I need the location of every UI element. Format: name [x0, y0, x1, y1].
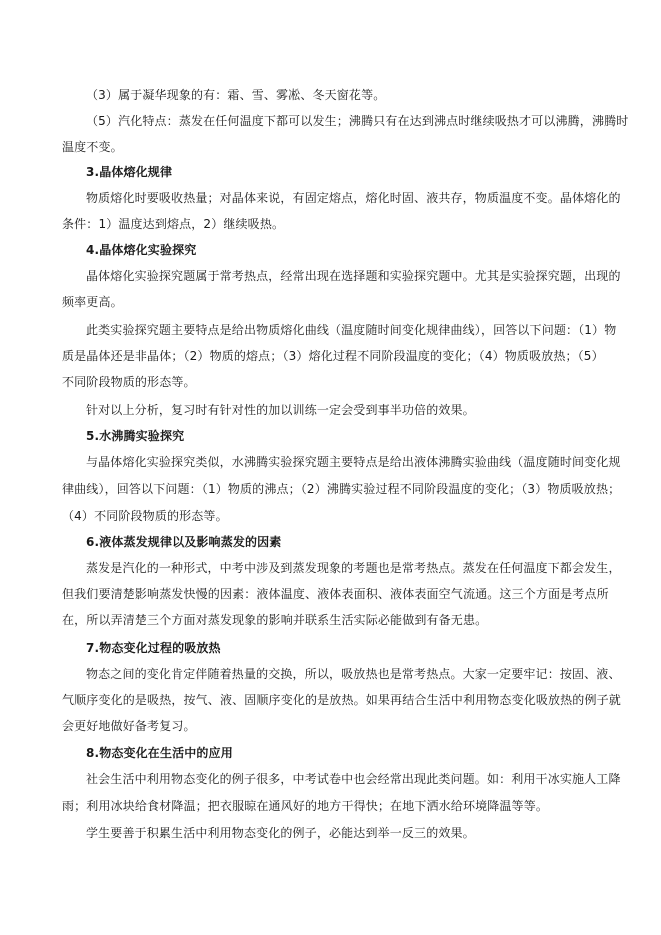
paragraph-line: （4）不同阶段物质的形态等。: [62, 509, 228, 523]
paragraph-line: 气顺序变化的是吸热，按气、液、固顺序变化的是放热。如果再结合生活中利用物态变化吸放热的例子就: [62, 693, 621, 707]
paragraph-line: 不同阶段物质的形态等。: [62, 375, 196, 389]
paragraph-line: 物质熔化时要吸收热量；对晶体来说，有固定熔点，熔化时固、液共存，物质温度不变。晶体熔化的: [86, 191, 621, 205]
paragraph-line: 雨；利用冰块给食材降温；把衣服晾在通风好的地方干得快；在地下洒水给环境降温等等。: [62, 799, 549, 813]
section-heading: 6.液体蒸发规律以及影响蒸发的因素: [86, 535, 282, 549]
paragraph-line: 学生要善于积累生活中利用物态变化的例子，必能达到举一反三的效果。: [86, 826, 475, 840]
paragraph-line: 会更好地做好备考复习。: [62, 719, 196, 733]
paragraph-line: （5）汽化特点：蒸发在任何温度下都可以发生；沸腾只有在达到沸点时继续吸热才可以沸腾，沸腾时: [86, 114, 629, 128]
paragraph-line: 与晶体熔化实验探究类似，水沸腾实验探究题主要特点是给出液体沸腾实验曲线（温度随时间变化规: [86, 455, 621, 469]
paragraph-line: 此类实验探究题主要特点是给出物质熔化曲线（温度随时间变化规律曲线），回答以下问题：（1）物: [86, 323, 617, 337]
paragraph-line: 物态之间的变化肯定伴随着热量的交换，所以，吸放热也是常考热点。大家一定要牢记：按固、液、: [86, 667, 621, 681]
paragraph-line: 晶体熔化实验探究题属于常考热点，经常出现在选择题和实验探究题中。尤其是实验探究题，出现的: [86, 269, 621, 283]
paragraph-line: （3）属于凝华现象的有：霜、雪、雾凇、冬天窗花等。: [86, 88, 386, 102]
section-heading: 7.物态变化过程的吸放热: [86, 641, 221, 655]
section-heading: 4.晶体熔化实验探究: [86, 243, 197, 257]
paragraph-line: 质是晶体还是非晶体；（2）物质的熔点；（3）熔化过程不同阶段温度的变化；（4）物质吸放热；（5）: [62, 349, 604, 363]
paragraph-line: 社会生活中利用物态变化的例子很多，中考试卷中也会经常出现此类问题。如：利用干冰实施人工降: [86, 772, 621, 786]
paragraph-line: 条件：1）温度达到熔点，2）继续吸热。: [62, 217, 285, 231]
paragraph-line: 但我们要清楚影响蒸发快慢的因素：液体温度、液体表面积、液体表面空气流通。这三个方面是考点所: [62, 587, 609, 601]
section-heading: 8.物态变化在生活中的应用: [86, 746, 233, 760]
section-heading: 5.水沸腾实验探究: [86, 429, 185, 443]
paragraph-line: 针对以上分析，复习时有针对性的加以训练一定会受到事半功倍的效果。: [86, 403, 475, 417]
paragraph-line: 蒸发是汽化的一种形式，中考中涉及到蒸发现象的考题也是常考热点。蒸发在任何温度下都会发生，: [86, 561, 621, 575]
paragraph-line: 频率更高。: [62, 295, 123, 309]
paragraph-line: 温度不变。: [62, 140, 123, 154]
paragraph-line: 律曲线），回答以下问题：（1）物质的沸点；（2）沸腾实验过程不同阶段温度的变化；（3）物质吸放热；: [62, 482, 621, 496]
paragraph-line: 在，所以弄清楚三个方面对蒸发现象的影响并联系生活实际必能做到有备无患。: [62, 613, 488, 627]
section-heading: 3.晶体熔化规律: [86, 165, 173, 179]
